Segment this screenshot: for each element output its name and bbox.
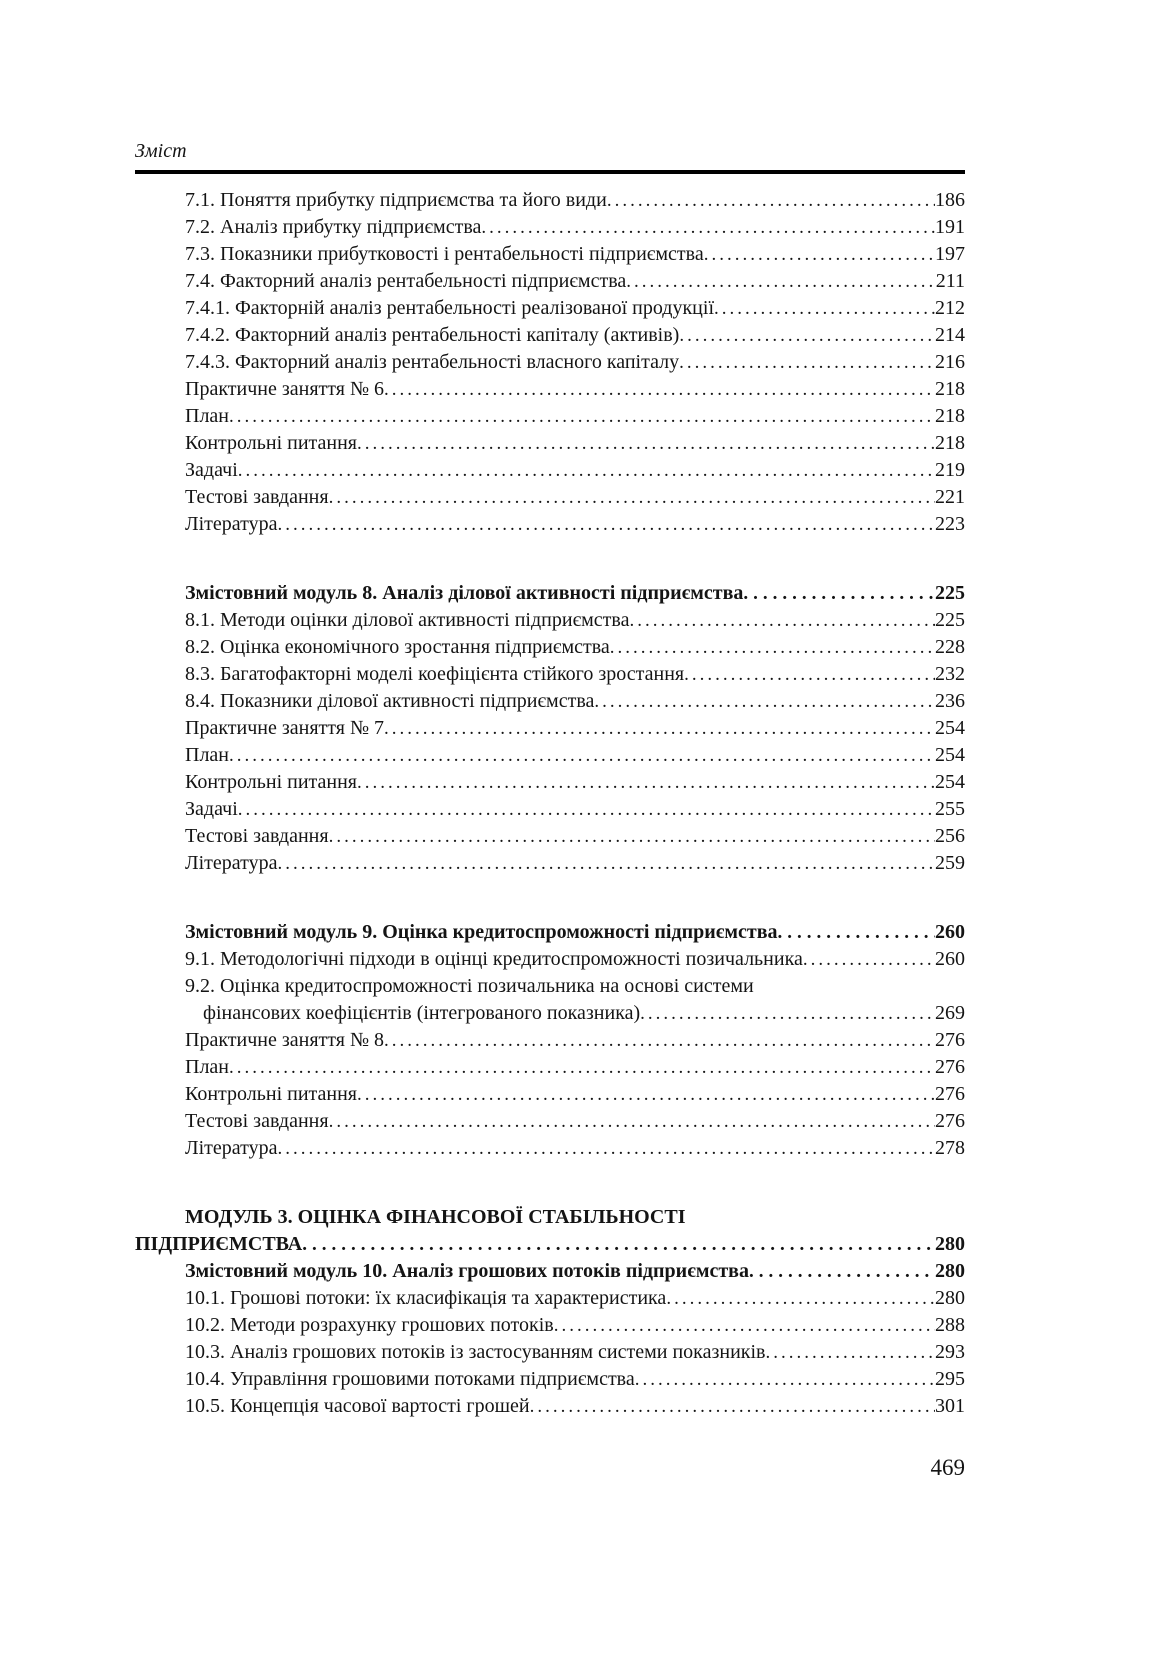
entry-page-number: 221 <box>935 486 965 508</box>
entry-page-number: 276 <box>935 1110 965 1132</box>
entry-title: Практичне заняття № 8 <box>185 1029 385 1051</box>
entry-title: Практичне заняття № 7 <box>185 717 385 739</box>
entry-page-number: 214 <box>935 324 965 346</box>
entry-page-number: 228 <box>935 636 965 658</box>
entry-page-number: 254 <box>935 717 965 739</box>
entry-title: 10.1. Грошові потоки: їх класифікація та характеристика <box>185 1287 667 1309</box>
entry-page-number: 218 <box>935 378 965 400</box>
toc-entry <box>135 1339 965 1366</box>
dot-leader <box>302 1231 935 1258</box>
entry-title: Тестові завдання <box>185 486 329 508</box>
toc-entry <box>135 403 965 430</box>
dot-leader <box>357 430 935 457</box>
dot-leader <box>666 1285 935 1312</box>
dot-leader <box>229 1054 935 1081</box>
entry-page-number: 232 <box>935 663 965 685</box>
dot-leader <box>714 295 935 322</box>
toc-entry <box>135 1312 965 1339</box>
dot-leader <box>610 634 935 661</box>
toc-entry <box>135 1285 965 1312</box>
table-of-contents <box>135 187 965 1420</box>
entry-page-number: 197 <box>935 243 965 265</box>
entry-title: План <box>185 744 230 766</box>
dot-leader <box>803 946 935 973</box>
entry-title: 10.2. Методи розрахунку грошових потоків <box>185 1314 554 1336</box>
toc-entry <box>135 484 965 511</box>
dot-leader <box>704 241 935 268</box>
entry-page-number: 276 <box>935 1083 965 1105</box>
toc-entry <box>135 268 965 295</box>
entry-title: 7.4. Факторний аналіз рентабельності підприємства <box>185 270 627 292</box>
dot-leader <box>635 1366 935 1393</box>
toc-entry <box>135 1054 965 1081</box>
toc-entry <box>135 1081 965 1108</box>
entry-title: 8.2. Оцінка економічного зростання підприємства <box>185 636 610 658</box>
dot-leader <box>357 1081 935 1108</box>
entry-title: 7.4.1. Факторній аналіз рентабельності реалізованої продукції <box>185 297 714 319</box>
toc-entry <box>135 430 965 457</box>
dot-leader <box>277 511 935 538</box>
toc-entry <box>135 214 965 241</box>
toc-entry <box>135 607 965 634</box>
entry-title: План <box>185 405 230 427</box>
entry-page-number: 260 <box>935 921 965 943</box>
dot-leader <box>766 1339 936 1366</box>
section-heading <box>135 919 965 946</box>
folio-page-number: 469 <box>930 1455 965 1480</box>
entry-page-number: 280 <box>935 1233 965 1255</box>
entry-title: Задачі <box>185 459 238 481</box>
toc-entry <box>135 715 965 742</box>
entry-title: 10.3. Аналіз грошових потоків із застосуванням системи показників <box>185 1341 766 1363</box>
dot-leader <box>238 457 935 484</box>
dot-leader <box>594 688 935 715</box>
entry-title: 8.1. Методи оцінки ділової активності підприємства <box>185 609 630 631</box>
running-head: Зміст <box>135 140 187 162</box>
toc-entry <box>135 376 965 403</box>
entry-title: ПІДПРИЄМСТВА <box>135 1233 303 1255</box>
entry-page-number: 254 <box>935 771 965 793</box>
entry-title: Контрольні питання <box>185 771 358 793</box>
dot-leader <box>684 661 935 688</box>
module-heading-line2 <box>135 1231 965 1258</box>
toc-entry <box>135 769 965 796</box>
toc-entry <box>135 1393 965 1420</box>
entry-page-number: 254 <box>935 744 965 766</box>
entry-page-number: 186 <box>935 189 965 211</box>
entry-page-number: 276 <box>935 1029 965 1051</box>
toc-entry <box>135 742 965 769</box>
section-heading <box>135 580 965 607</box>
entry-page-number: 223 <box>935 513 965 535</box>
entry-title: Змістовний модуль 8. Аналіз ділової активності підприємства <box>185 582 744 604</box>
dot-leader <box>329 484 935 511</box>
entry-title: Змістовний модуль 10. Аналіз грошових потоків підприємства <box>185 1260 749 1282</box>
toc-entry <box>135 511 965 538</box>
section-heading <box>135 1258 965 1285</box>
entry-title: 7.1. Поняття прибутку підприємства та його види <box>185 189 607 211</box>
dot-leader <box>679 349 935 376</box>
dot-leader <box>554 1312 935 1339</box>
entry-title: 7.3. Показники прибутковості і рентабельності підприємства <box>185 243 704 265</box>
dot-leader <box>626 268 935 295</box>
module-heading-line1 <box>135 1204 965 1231</box>
toc-entry <box>135 946 965 973</box>
dot-leader <box>277 1135 935 1162</box>
entry-title: 9.2. Оцінка кредитоспроможності позичальника на основі системи <box>185 975 754 997</box>
entry-page-number: 295 <box>935 1368 965 1390</box>
toc-entry <box>135 187 965 214</box>
dot-leader <box>607 187 935 214</box>
header-rule <box>135 170 965 174</box>
dot-leader <box>329 1108 935 1135</box>
entry-title: Література <box>185 852 278 874</box>
toc-section <box>135 1204 965 1420</box>
entry-page-number: 255 <box>935 798 965 820</box>
toc-entry <box>135 1027 965 1054</box>
entry-title: Тестові завдання <box>185 1110 329 1132</box>
entry-page-number: 225 <box>935 582 965 604</box>
entry-page-number: 218 <box>935 432 965 454</box>
entry-title: 10.5. Концепція часової вартості грошей <box>185 1395 530 1417</box>
toc-entry <box>135 634 965 661</box>
toc-section <box>135 580 965 877</box>
entry-title: Тестові завдання <box>185 825 329 847</box>
toc-entry <box>135 322 965 349</box>
toc-entry <box>135 823 965 850</box>
entry-page-number: 278 <box>935 1137 965 1159</box>
entry-title: План <box>185 1056 230 1078</box>
dot-leader <box>743 580 935 607</box>
dot-leader <box>238 796 935 823</box>
entry-page-number: 219 <box>935 459 965 481</box>
dot-leader <box>679 322 935 349</box>
entry-title: фінансових коефіцієнтів (інтегрованого показника) <box>203 1002 641 1024</box>
toc-entry-continuation <box>135 1000 965 1027</box>
entry-title: 8.3. Багатофакторні моделі коефіцієнта стійкого зростання <box>185 663 685 685</box>
entry-page-number: 212 <box>935 297 965 319</box>
dot-leader <box>229 742 935 769</box>
entry-title: Контрольні питання <box>185 432 358 454</box>
toc-entry <box>135 688 965 715</box>
dot-leader <box>778 919 935 946</box>
entry-title: 10.4. Управління грошовими потоками підприємства <box>185 1368 635 1390</box>
dot-leader <box>530 1393 935 1420</box>
toc-entry <box>135 850 965 877</box>
dot-leader <box>329 823 935 850</box>
dot-leader <box>749 1258 935 1285</box>
entry-page-number: 293 <box>935 1341 965 1363</box>
toc-entry <box>135 1366 965 1393</box>
dot-leader <box>384 376 935 403</box>
entry-page-number: 301 <box>935 1395 965 1417</box>
toc-entry <box>135 1135 965 1162</box>
entry-title: 8.4. Показники ділової активності підприємства <box>185 690 595 712</box>
entry-title: Література <box>185 513 278 535</box>
entry-title: Література <box>185 1137 278 1159</box>
entry-page-number: 269 <box>935 1002 965 1024</box>
entry-page-number: 218 <box>935 405 965 427</box>
entry-page-number: 288 <box>935 1314 965 1336</box>
entry-title: 7.4.3. Факторний аналіз рентабельності власного капіталу <box>185 351 680 373</box>
entry-title: 7.4.2. Факторний аналіз рентабельності капіталу (активів) <box>185 324 680 346</box>
dot-leader <box>384 1027 935 1054</box>
toc-section <box>135 919 965 1162</box>
dot-leader <box>640 1000 935 1027</box>
entry-page-number: 256 <box>935 825 965 847</box>
entry-page-number: 276 <box>935 1056 965 1078</box>
entry-page-number: 280 <box>935 1287 965 1309</box>
toc-entry <box>135 973 965 1000</box>
dot-leader <box>481 214 935 241</box>
toc-entry <box>135 241 965 268</box>
entry-page-number: 216 <box>935 351 965 373</box>
entry-title: Змістовний модуль 9. Оцінка кредитоспроможності підприємства <box>185 921 778 943</box>
entry-page-number: 225 <box>935 609 965 631</box>
entry-page-number: 259 <box>935 852 965 874</box>
entry-page-number: 280 <box>935 1260 965 1282</box>
toc-entry <box>135 295 965 322</box>
toc-entry <box>135 1108 965 1135</box>
entry-title: 7.2. Аналіз прибутку підприємства <box>185 216 482 238</box>
toc-entry <box>135 796 965 823</box>
toc-entry <box>135 349 965 376</box>
toc-entry <box>135 457 965 484</box>
entry-title: Практичне заняття № 6 <box>185 378 385 400</box>
entry-page-number: 191 <box>935 216 965 238</box>
dot-leader <box>384 715 935 742</box>
toc-entry <box>135 661 965 688</box>
dot-leader <box>629 607 935 634</box>
dot-leader <box>357 769 935 796</box>
toc-section <box>135 187 965 538</box>
entry-page-number: 211 <box>935 270 965 292</box>
entry-title: Контрольні питання <box>185 1083 358 1105</box>
dot-leader <box>277 850 935 877</box>
entry-title: 9.1. Методологічні підходи в оцінці кредитоспроможності позичальника <box>185 948 803 970</box>
entry-page-number: 260 <box>935 948 965 970</box>
entry-page-number: 236 <box>935 690 965 712</box>
entry-title: Задачі <box>185 798 238 820</box>
dot-leader <box>229 403 935 430</box>
entry-title: МОДУЛЬ 3. ОЦІНКА ФІНАНСОВОЇ СТАБІЛЬНОСТІ <box>185 1206 686 1228</box>
